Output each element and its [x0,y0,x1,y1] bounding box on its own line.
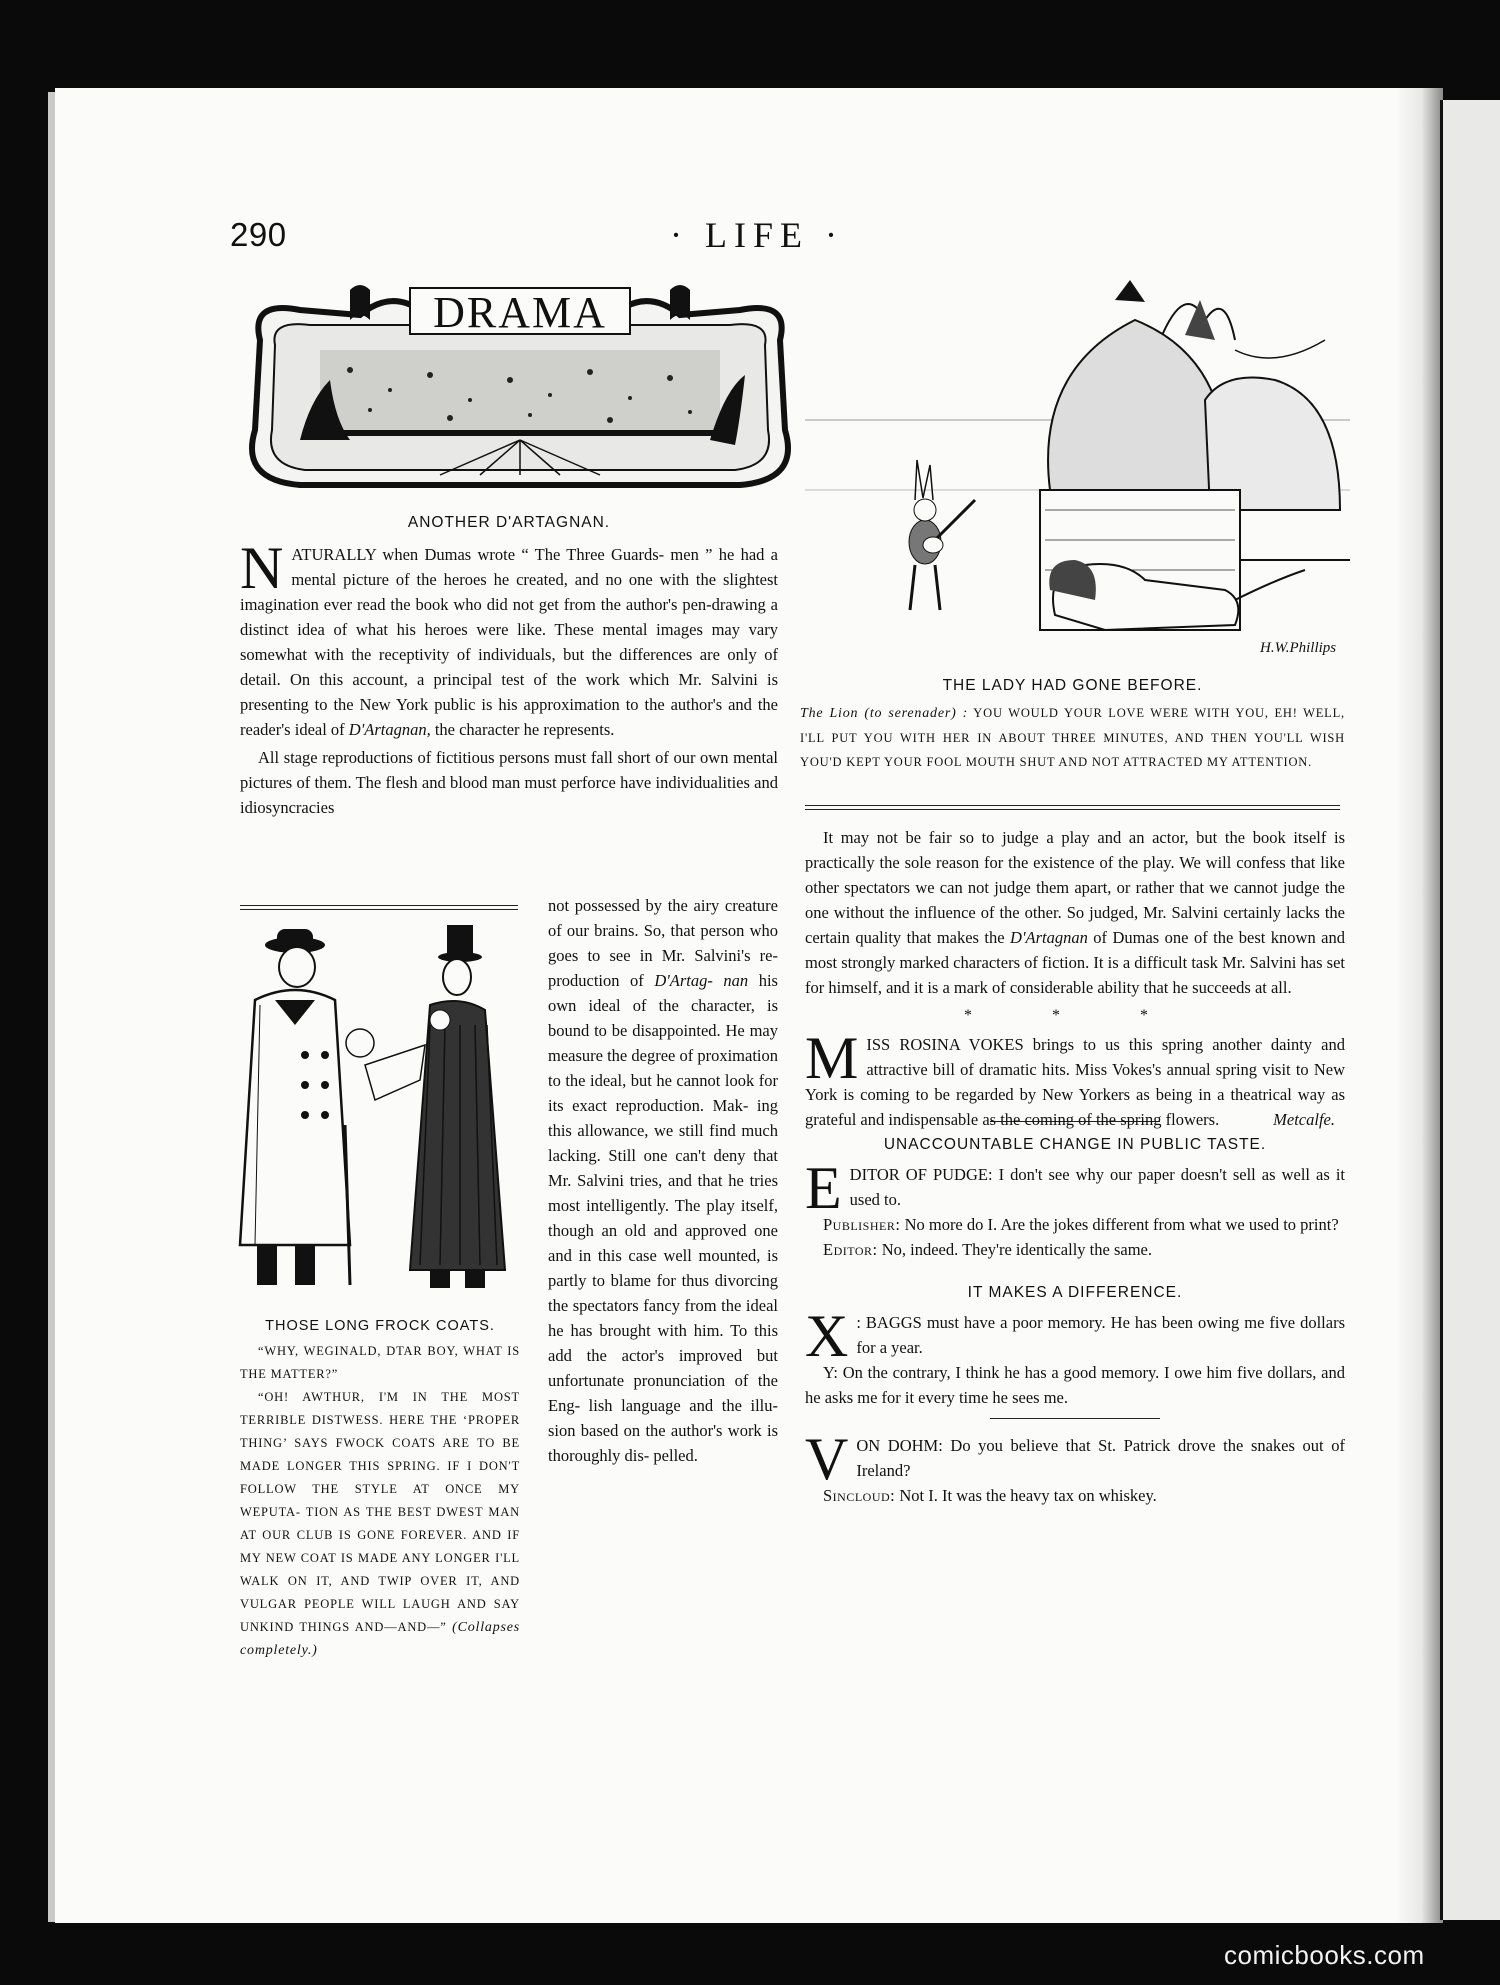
article-left-column [240,512,778,820]
patrick-reply: Sincloud: Not I. It was the heavy tax on whiskey. [823,1486,1157,1505]
lion-hut-illustration [805,280,1350,660]
drama-banner-title: DRAMA [433,288,607,337]
article-middle-column: not possessed by the airy creature of our brains. So, that person who goes to see in Mr. Salvini's re- production of D'Artag- nan his own ideal of the character, is bound to be disappointed. He may measure the degree of proximation to the ideal, but he cannot look for its exact reproduction. Mak- ing this allowance, we still find much lacking. Still one can't deny that Mr. Salvini tries, and that he tries most intelligently. The play itself, though an old and approved one and in this case well mounted, is partly to blame for thus divorcing the spectators fancy from the ideal he has brought with him. To this add the actor's improved but unfortunate pronunciation of the Eng- lish language and the illu- sion based on the author's work is thoroughly dis- pelled. [548,896,778,1465]
article-paragraph-1: NATURALLY when Dumas wrote “ The Three Guards- men ” he had a mental picture of the heroes he created, and no one with the slightest imagination ever read the book who did not get from the author's pen-drawing a distinct idea of what his heroes were like. These mental images may vary somewhat with the receptivity of individuals, but the differences are only of detail. On this account, a principal test of the work which Mr. Salvini is presenting to the New York public is his approximation to the author's and the reader's ideal of D'Artagnan, the character he represents. [240,535,778,739]
gutter-shadow [1395,88,1443,1923]
short-rule [990,1418,1160,1419]
frock-coats-illustration [215,925,535,1295]
difference-title: IT MAKES A DIFFERENCE. [967,1284,1183,1301]
article-right-column [805,825,1345,1508]
page-number: 290 [230,216,287,253]
cartoon-title: THOSE LONG FROCK COATS. [265,1318,495,1334]
article-paragraph-4: It may not be fair so to judge a play and an actor, but the book itself is practically the sole reason for the existence of the play. We will confess that like other spectators we can not judge them apart, or rather that we cannot judge the one without the influence of the other. So judged, Mr. Salvini certainly lacks the certain quality that makes the D'Artagnan of Dumas one of the best known and most strongly marked characters of fiction. It is a difficult task Mr. Salvini has set for himself, and it is a mark of considerable ability that he succeeds at all. [805,828,1345,997]
public-taste-publisher: Publisher: No more do I. Are the jokes different from what we used to print? [823,1215,1339,1234]
lion-cartoon-title: THE LADY HAD GONE BEFORE. [942,677,1203,694]
masthead-title: · LIFE · [670,215,844,255]
frock-coat-rule [240,905,518,910]
difference-dialogue: X : BAGGS must have a poor memory. He has been owing me five dollars for a year. [805,1303,1345,1369]
artist-signature: H.W.Phillips [1260,640,1337,656]
article-title: ANOTHER D'ARTAGNAN. [407,514,611,531]
site-watermark: comicbooks.com [1224,1940,1425,1970]
drop-cap: N [240,535,284,601]
next-page-edge [1443,100,1500,1920]
cartoon-dialogue-1: “WHY, WEGINALD, DTAR BOY, WHAT IS THE MATTER?” [240,1344,520,1381]
vokes-paragraph: MISS ROSINA VOKES brings to us this spring another dainty and attractive bill of dramatic hits. Miss Vokes's annual spring visit to New York is coming to be regarded by New Yorkers as being in a theatrical way as grateful and indispensable as the coming of the spring flowers. Metcalfe. [805,1025,1345,1129]
cartoon-dialogue-2: “OH! AWTHUR, I'M IN THE MOST TERRIBLE DISTWESS. HERE THE ‘PROPER THING’ SAYS FWOCK COATS ARE TO BE MADE LONGER THIS SPRING. IF I DON'T FOLLOW THE STYLE AT ONCE MY WEPUTA- TION AS THE BEST DWEST MAN AT OUR CLUB IS GONE FOREVER. AND IF MY NEW COAT IS MADE ANY LONGER I'LL WALK ON IT, AND TWIP OVER IT, AND VULGAR PEOPLE WILL LAUGH AND SAY UNKIND THINGS AND—AND—” (Collapses completely.) [240,1390,520,1658]
drama-banner-illustration [240,280,800,500]
section-separator-stars: * * * [964,1007,1186,1024]
public-taste-dialogue: EDITOR OF PUDGE: I don't see why our paper doesn't sell as well as it used to. [805,1155,1345,1221]
lion-caption [800,675,1345,774]
right-column-rule [805,805,1340,810]
patrick-dialogue: VON DOHM: Do you believe that St. Patrick drove the snakes out of Ireland? [805,1426,1345,1492]
article-paragraph-2: All stage reproductions of fictitious persons must fall short of our own mental pictures of them. The flesh and blood man must perforce have individualities and idiosyncracies [240,748,778,817]
public-taste-title: UNACCOUNTABLE CHANGE IN PUBLIC TASTE. [883,1136,1267,1153]
lion-cartoon-dialogue: The Lion (to serenader) : YOU WOULD YOUR LOVE WERE WITH YOU, EH! WELL, I'LL PUT YOU WITH HER IN ABOUT THREE MINUTES, AND THEN YOU'LL WISH YOU'D KEPT YOUR FOOL MOUTH SHUT AND NOT ATTRACTED MY ATTENTION. [800,706,1345,769]
frock-coats-caption [240,1315,520,1662]
difference-reply: Y: On the contrary, I think he has a good memory. I owe him five dollars, and he asks me for it every time he sees me. [805,1363,1345,1407]
public-taste-editor: Editor: No, indeed. They're identically the same. [823,1240,1152,1259]
